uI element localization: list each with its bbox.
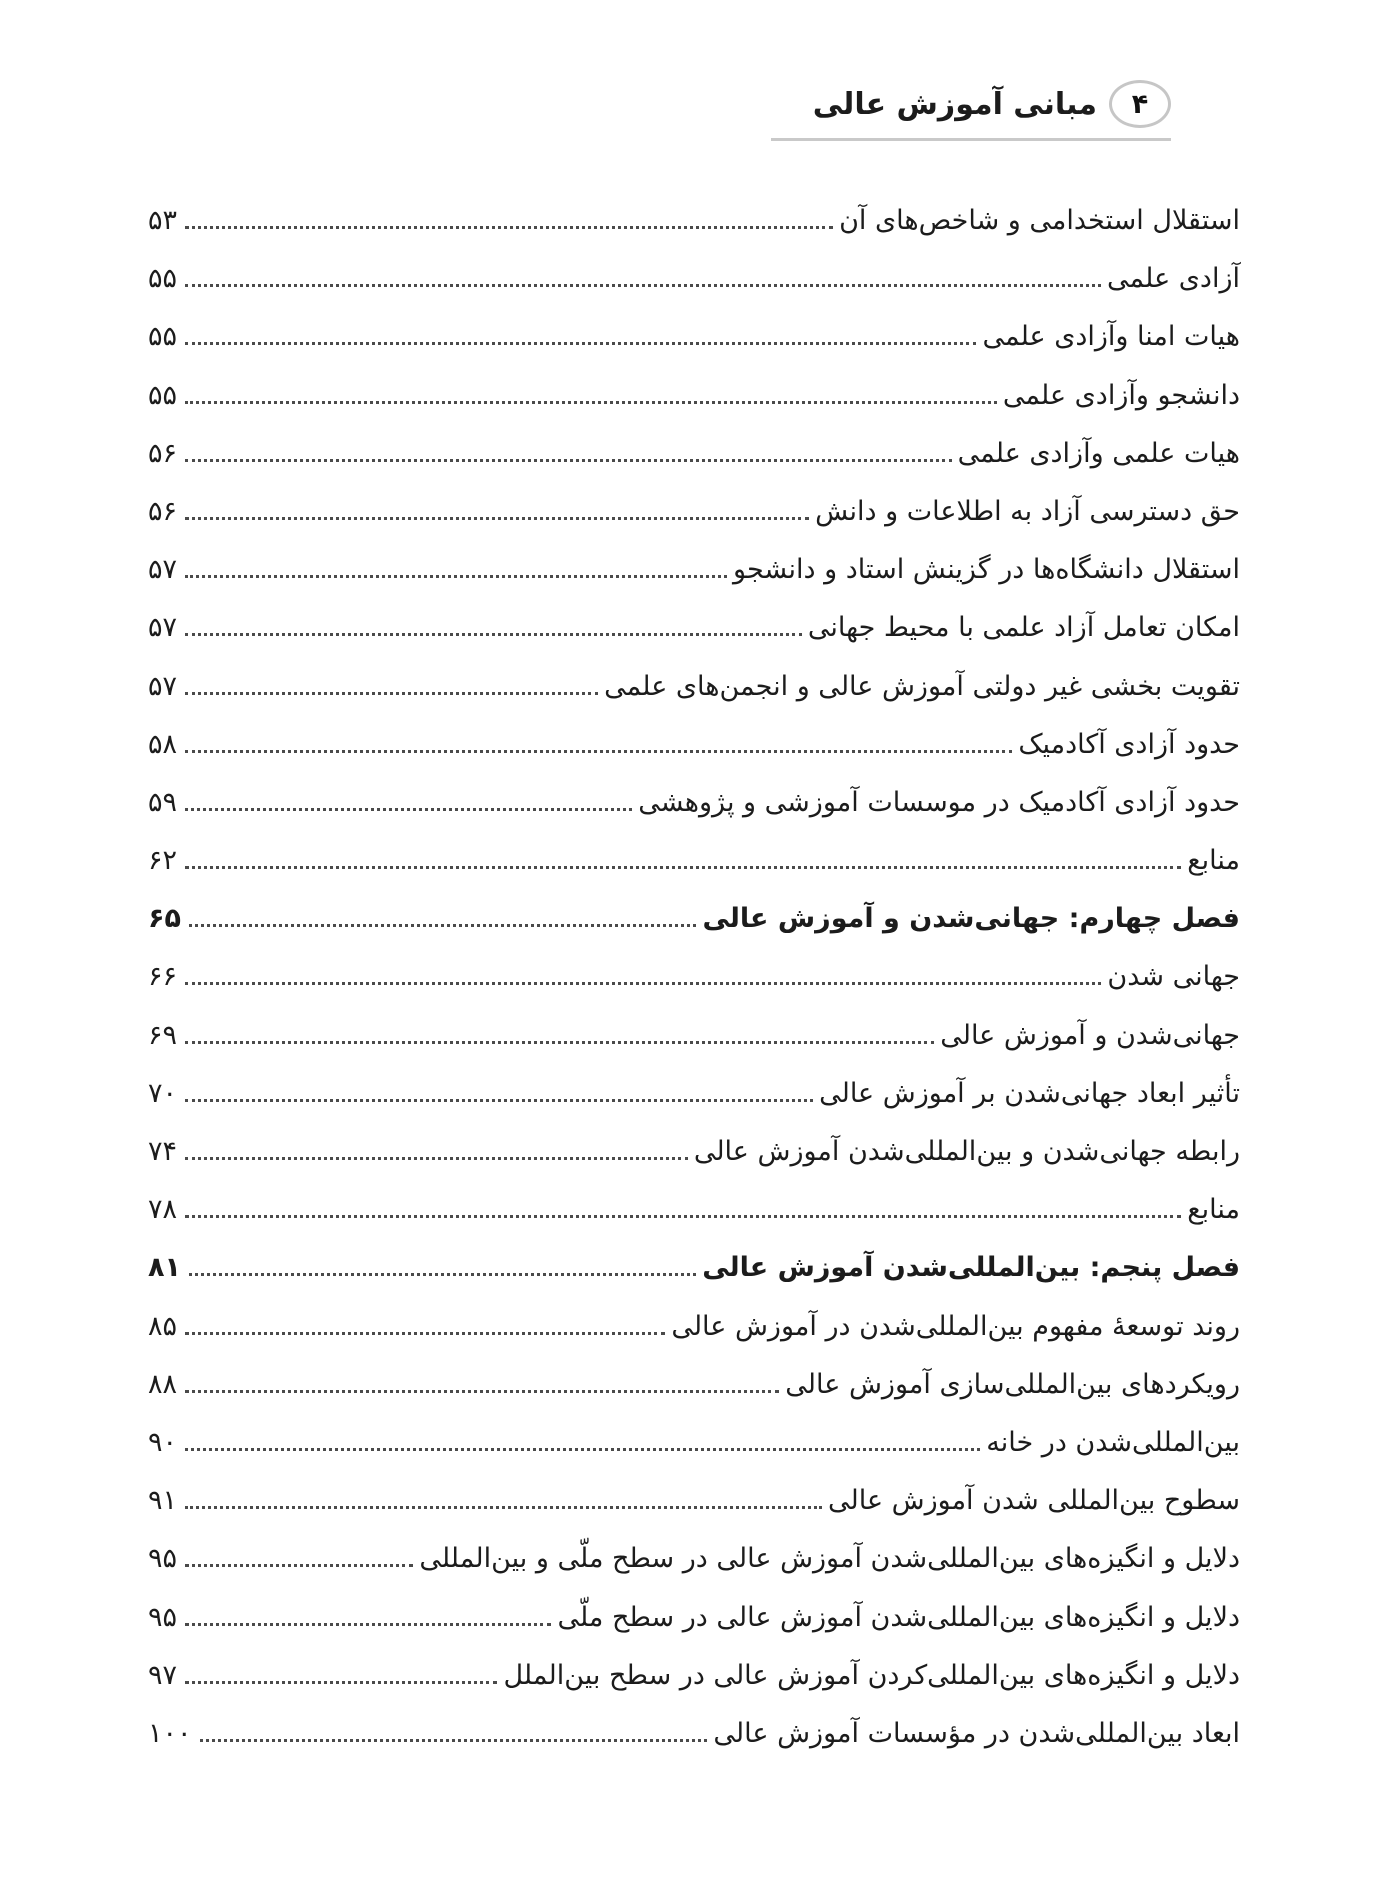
toc-entry xyxy=(148,774,1240,832)
toc-entry-page-number: ۷۰ xyxy=(148,1077,178,1109)
toc-entry-page-number: ۶۹ xyxy=(148,1019,178,1051)
book-title: مبانی آموزش عالی xyxy=(812,86,1097,122)
running-head xyxy=(771,80,1171,141)
dot-leader xyxy=(185,1157,688,1160)
toc-entry-title: فصل پنجم: بین‌المللی‌شدن آموزش عالی xyxy=(702,1252,1240,1284)
toc-entry xyxy=(148,658,1240,716)
toc-entry xyxy=(148,1181,1240,1239)
toc-entry-title: بین‌المللی‌شدن در خانه xyxy=(986,1426,1240,1458)
toc-entry-page-number: ۵۳ xyxy=(148,205,178,236)
dot-leader xyxy=(189,1273,696,1276)
toc-entry-page-number: ۵۸ xyxy=(148,728,178,760)
toc-entry-title: حدود آزادی آکادمیک در موسسات آموزشی و پژوهشی xyxy=(638,786,1240,818)
page-number-badge xyxy=(1109,80,1171,128)
toc-entry xyxy=(148,250,1240,308)
toc-entry-page-number: ۷۴ xyxy=(148,1136,178,1167)
dot-leader xyxy=(185,1623,551,1626)
dot-leader xyxy=(185,1506,822,1509)
dot-leader xyxy=(185,1215,1181,1218)
toc-entry-title: جهانی‌شدن و آموزش عالی xyxy=(940,1019,1240,1051)
dot-leader xyxy=(185,459,952,462)
toc-entry xyxy=(148,1356,1240,1414)
toc-entry-page-number: ۵۶ xyxy=(148,437,178,469)
toc-entry-title: جهانی شدن xyxy=(1107,961,1240,993)
toc-entry-title: امکان تعامل آزاد علمی با محیط جهانی xyxy=(807,612,1240,644)
dot-leader xyxy=(200,1739,708,1742)
dot-leader xyxy=(185,633,802,636)
toc-entry-title: هیات علمی وآزادی علمی xyxy=(957,437,1240,469)
toc-entry-page-number: ۵۷ xyxy=(148,554,178,586)
toc-entry-title: ابعاد بین‌المللی‌شدن در مؤسسات آموزش عالی xyxy=(713,1717,1240,1749)
toc-entry-title: فصل چهارم: جهانی‌شدن و آموزش عالی xyxy=(702,903,1240,935)
toc-entry xyxy=(148,716,1240,774)
toc-entry xyxy=(148,1705,1240,1763)
toc-entry-page-number: ۵۶ xyxy=(148,495,178,527)
toc-entry-title: آزادی علمی xyxy=(1107,263,1240,295)
dot-leader xyxy=(185,284,1101,287)
dot-leader xyxy=(185,982,1101,985)
toc-entry xyxy=(148,948,1240,1006)
dot-leader xyxy=(185,808,632,811)
toc-entry-title: منابع xyxy=(1187,845,1240,877)
toc-entry xyxy=(148,308,1240,366)
toc-entry-title: هیات امنا وآزادی علمی xyxy=(982,321,1240,353)
toc-entry-title: سطوح بین‌المللی شدن آموزش عالی xyxy=(827,1485,1240,1517)
toc-entry xyxy=(148,1647,1240,1705)
toc-entry-page-number: ۶۲ xyxy=(148,845,178,877)
toc-entry xyxy=(148,890,1240,948)
toc-entry-page-number: ۸۱ xyxy=(148,1252,181,1284)
toc-entry-title: تقویت بخشی غیر دولتی آموزش عالی و انجمن‌های علمی xyxy=(604,670,1240,702)
table-of-contents xyxy=(148,192,1240,1763)
dot-leader xyxy=(185,342,976,345)
toc-entry xyxy=(148,1414,1240,1472)
toc-entry-title: روند توسعهٔ مفهوم بین‌المللی‌شدن در آموزش عالی xyxy=(671,1310,1240,1342)
toc-entry-page-number: ۹۷ xyxy=(148,1659,178,1691)
toc-entry-page-number: ۱۰۰ xyxy=(148,1717,192,1749)
toc-entry-page-number: ۷۸ xyxy=(148,1194,178,1226)
toc-entry-page-number: ۸۸ xyxy=(148,1368,178,1400)
dot-leader xyxy=(185,1564,413,1567)
toc-entry-page-number: ۵۵ xyxy=(148,379,178,411)
toc-entry-page-number: ۶۵ xyxy=(148,903,181,935)
toc-entry-title: رویکردهای بین‌المللی‌سازی آموزش عالی xyxy=(785,1368,1240,1400)
dot-leader xyxy=(185,692,598,695)
toc-entry xyxy=(148,1530,1240,1588)
toc-entry-page-number: ۹۰ xyxy=(148,1426,178,1458)
dot-leader xyxy=(189,924,697,927)
dot-leader xyxy=(185,1448,980,1451)
dot-leader xyxy=(185,1681,497,1684)
toc-entry-title: حق دسترسی آزاد به اطلاعات و دانش xyxy=(815,495,1240,527)
toc-entry-title: منابع xyxy=(1187,1194,1240,1226)
toc-entry xyxy=(148,599,1240,657)
toc-entry-title: دلایل و انگیزه‌های بین‌المللی‌شدن آموزش عالی در سطح ملّی و بین‌المللی xyxy=(419,1543,1240,1575)
dot-leader xyxy=(185,750,1012,753)
toc-entry-page-number: ۵۵ xyxy=(148,263,178,295)
toc-entry xyxy=(148,1239,1240,1297)
page-number: ۴ xyxy=(1131,88,1149,120)
toc-entry-title: حدود آزادی آکادمیک xyxy=(1018,728,1240,760)
toc-entry xyxy=(148,367,1240,425)
toc-entry-title: استقلال دانشگاه‌ها در گزینش استاد و دانشجو xyxy=(733,554,1240,586)
toc-entry-title: دلایل و انگیزه‌های بین‌المللی‌کردن آموزش عالی در سطح بین‌الملل xyxy=(503,1659,1240,1691)
toc-entry-page-number: ۶۶ xyxy=(148,961,178,993)
toc-entry xyxy=(148,832,1240,890)
toc-entry-title: استقلال استخدامی و شاخص‌های آن xyxy=(839,205,1240,236)
toc-entry-page-number: ۵۵ xyxy=(148,321,178,353)
toc-entry xyxy=(148,425,1240,483)
toc-entry xyxy=(148,1123,1240,1181)
toc-entry-title: دلایل و انگیزه‌های بین‌المللی‌شدن آموزش عالی در سطح ملّی xyxy=(557,1601,1240,1633)
toc-entry xyxy=(148,1298,1240,1356)
dot-leader xyxy=(185,1099,813,1102)
dot-leader xyxy=(185,1390,779,1393)
dot-leader xyxy=(185,1041,934,1044)
dot-leader xyxy=(185,575,727,578)
dot-leader xyxy=(185,1332,665,1335)
dot-leader xyxy=(185,866,1181,869)
toc-entry-page-number: ۸۵ xyxy=(148,1310,178,1342)
toc-entry-title: تأثیر ابعاد جهانی‌شدن بر آموزش عالی xyxy=(819,1077,1240,1109)
dot-leader xyxy=(185,401,997,404)
toc-entry xyxy=(148,1065,1240,1123)
dot-leader xyxy=(185,226,833,229)
toc-entry-page-number: ۵۷ xyxy=(148,612,178,644)
toc-entry-page-number: ۹۵ xyxy=(148,1601,178,1633)
toc-entry-page-number: ۹۱ xyxy=(148,1485,178,1517)
toc-entry xyxy=(148,1472,1240,1530)
toc-entry xyxy=(148,1007,1240,1065)
toc-entry-page-number: ۹۵ xyxy=(148,1543,178,1575)
toc-entry-page-number: ۵۹ xyxy=(148,786,178,818)
toc-entry xyxy=(148,1589,1240,1647)
toc-entry-title: دانشجو وآزادی علمی xyxy=(1002,379,1240,411)
dot-leader xyxy=(185,517,809,520)
toc-entry xyxy=(148,541,1240,599)
toc-entry xyxy=(148,483,1240,541)
toc-entry-title: رابطه جهانی‌شدن و بین‌المللی‌شدن آموزش عالی xyxy=(693,1136,1240,1167)
toc-entry-page-number: ۵۷ xyxy=(148,670,178,702)
toc-entry xyxy=(148,192,1240,250)
